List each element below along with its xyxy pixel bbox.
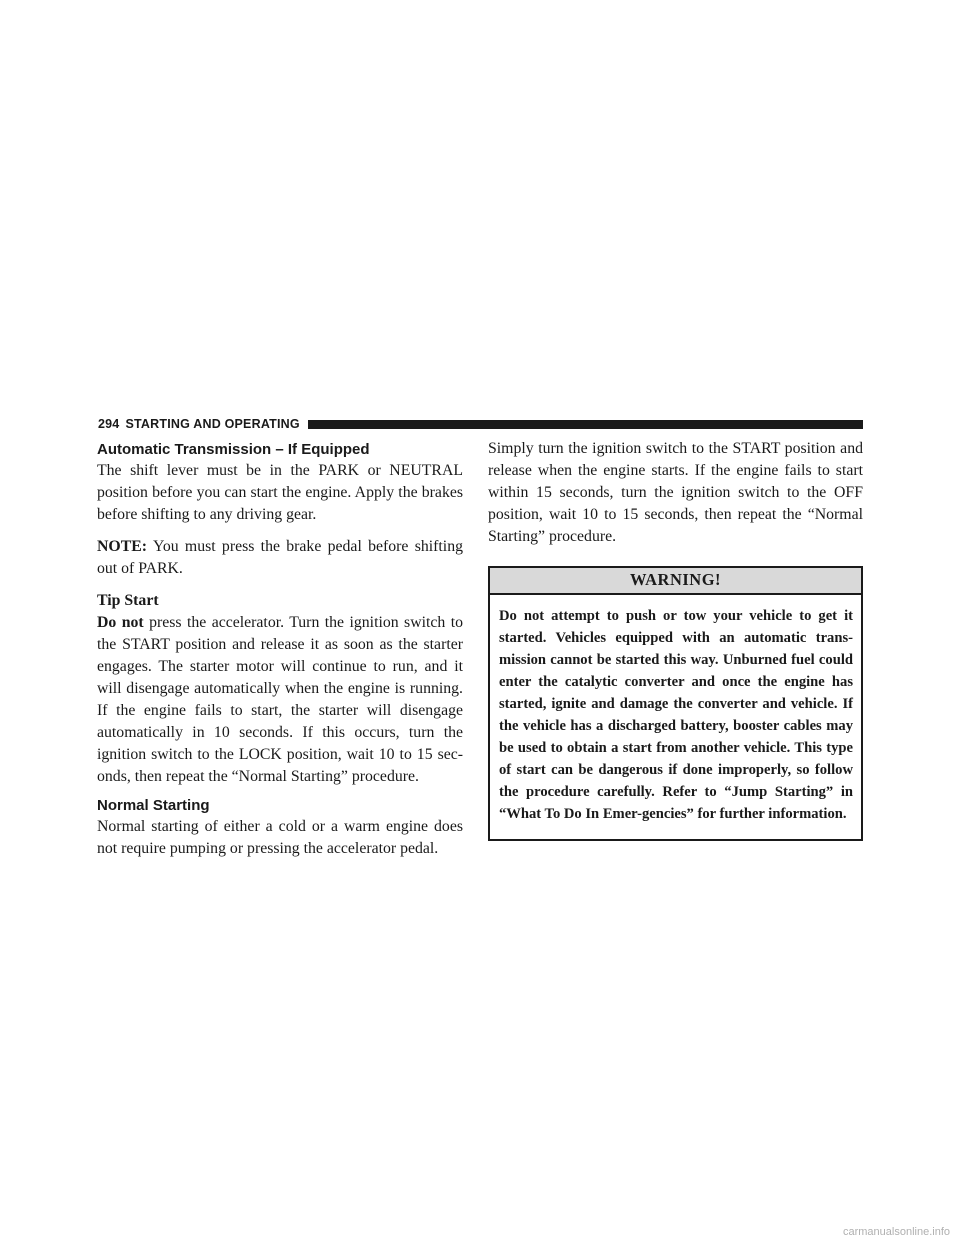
right-column — [488, 440, 863, 841]
watermark-text: carmanualsonline.info — [842, 1226, 950, 1238]
header-rule — [308, 420, 863, 429]
page-number: 294 — [98, 417, 120, 431]
normal-starting-paragraph: Normal starting of either a cold or a warm engine does not require pumping or pressing the accelerator pedal. — [97, 818, 463, 857]
tip-start-text: press the accelerator. Turn the ignition switch to the START position and release it as soon as the starter engages. The starter motor will continue to run, and it will disengage automatically when the engine is running. If the engine fails to start, the starter will disengage automatically in 10 seconds. If this occurs, turn the ignition switch to the LOCK position, wait 10 to 15 sec-onds, then repeat the “Normal Starting” procedure. — [97, 614, 464, 785]
normal-starting-continued: Simply turn the ignition switch to the START position and release when the engine starts. If the engine fails to start within 15 seconds, turn the ignition switch to the OFF position, wait 10 to 15 seconds, then repeat the “Normal Starting” procedure. — [488, 440, 863, 545]
section-title: STARTING AND OPERATING — [125, 417, 300, 431]
warning-title: WARNING! — [490, 568, 861, 595]
note-paragraph — [97, 536, 463, 580]
page-header — [98, 415, 863, 433]
automatic-transmission-paragraph: The shift lever must be in the PARK or NEUTRAL position before you can start the engine. Apply the brakes before shifting to any driving gear. — [97, 462, 463, 523]
note-label: NOTE: — [97, 538, 148, 555]
normal-starting-heading: Normal Starting — [97, 797, 210, 814]
tip-start-heading: Tip Start — [97, 592, 159, 609]
warning-text: Do not attempt to push or tow your vehicle to get it started. Vehicles equipped with an automatic trans-mission cannot be started this way. Unburned fuel could enter the catalytic converter and once the engine has started, ignite and damage the converter and vehicle. If the vehicle has a discharged battery, booster cables may be used to obtain a start from another vehicle. This type of start can be dangerous if done improperly, so follow the procedure carefully. Refer to “Jump Starting” in “What To Do In Emer-gencies” for further information. — [499, 608, 853, 822]
left-column — [97, 440, 463, 860]
automatic-transmission-heading: Automatic Transmission – If Equipped — [97, 441, 370, 458]
note-text: You must press the brake pedal before shifting out of PARK. — [97, 538, 463, 577]
tip-start-lead: Do not — [97, 614, 144, 631]
warning-box — [488, 566, 863, 841]
tip-start-paragraph — [97, 612, 463, 788]
